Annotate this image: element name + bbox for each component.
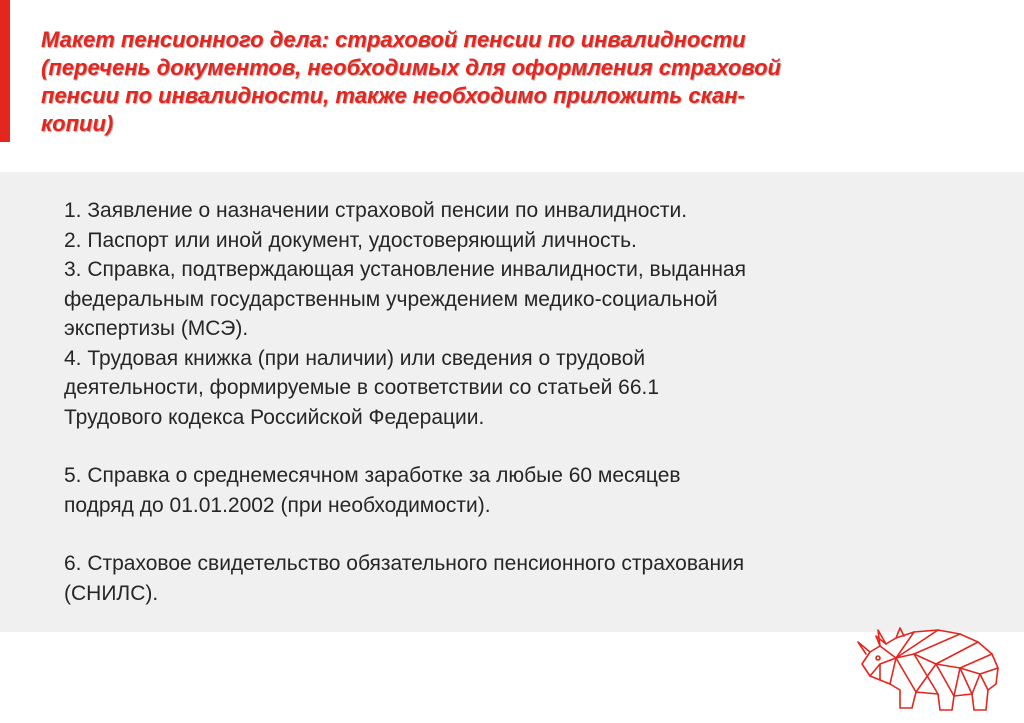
list-item: [64, 196, 964, 226]
list-item-line: 6. Страховое свидетельство обязательного пенсионного страхования: [64, 552, 745, 575]
list-item-line: 4. Трудовая книжка (при наличии) или сведения о трудовой: [64, 346, 646, 370]
list-item-line: 5. Справка о среднемесячном заработке за любые 60 месяцев: [64, 464, 681, 487]
list-item-line: экспертизы (МСЭ).: [64, 317, 249, 340]
list-item-line: 1. Заявление о назначении страховой пенсии по инвалидности.: [64, 199, 688, 222]
documents-list: [64, 196, 964, 608]
list-item-line: 2. Паспорт или иной документ, удостоверяющий личность.: [64, 228, 637, 252]
list-item: [64, 255, 964, 344]
page-title: [41, 26, 1001, 138]
title-line: копии): [41, 111, 114, 136]
list-item: [64, 461, 964, 520]
title-line: (перечень документов, необходимых для оформления страховой: [41, 55, 781, 80]
list-item: [64, 226, 964, 256]
rhino-logo-icon: [856, 624, 1006, 716]
accent-bar: [0, 0, 10, 142]
list-item-line: деятельности, формируемые в соответствии со статьей 66.1: [64, 376, 660, 399]
title-line: пенсии по инвалидности, также необходимо приложить скан-: [41, 83, 745, 108]
list-item: [64, 344, 964, 433]
list-item-line: Трудового кодекса Российской Федерации.: [64, 405, 485, 429]
list-item-line: 3. Справка, подтверждающая установление инвалидности, выданная: [64, 258, 746, 281]
list-item-line: федеральным государственным учреждением медико-социальной: [64, 287, 718, 311]
list-item-line: (СНИЛС).: [64, 581, 159, 605]
title-line: Макет пенсионного дела: страховой пенсии по инвалидности: [41, 27, 746, 52]
list-item-line: подряд до 01.01.2002 (при необходимости).: [64, 493, 491, 517]
list-item: [64, 549, 964, 608]
